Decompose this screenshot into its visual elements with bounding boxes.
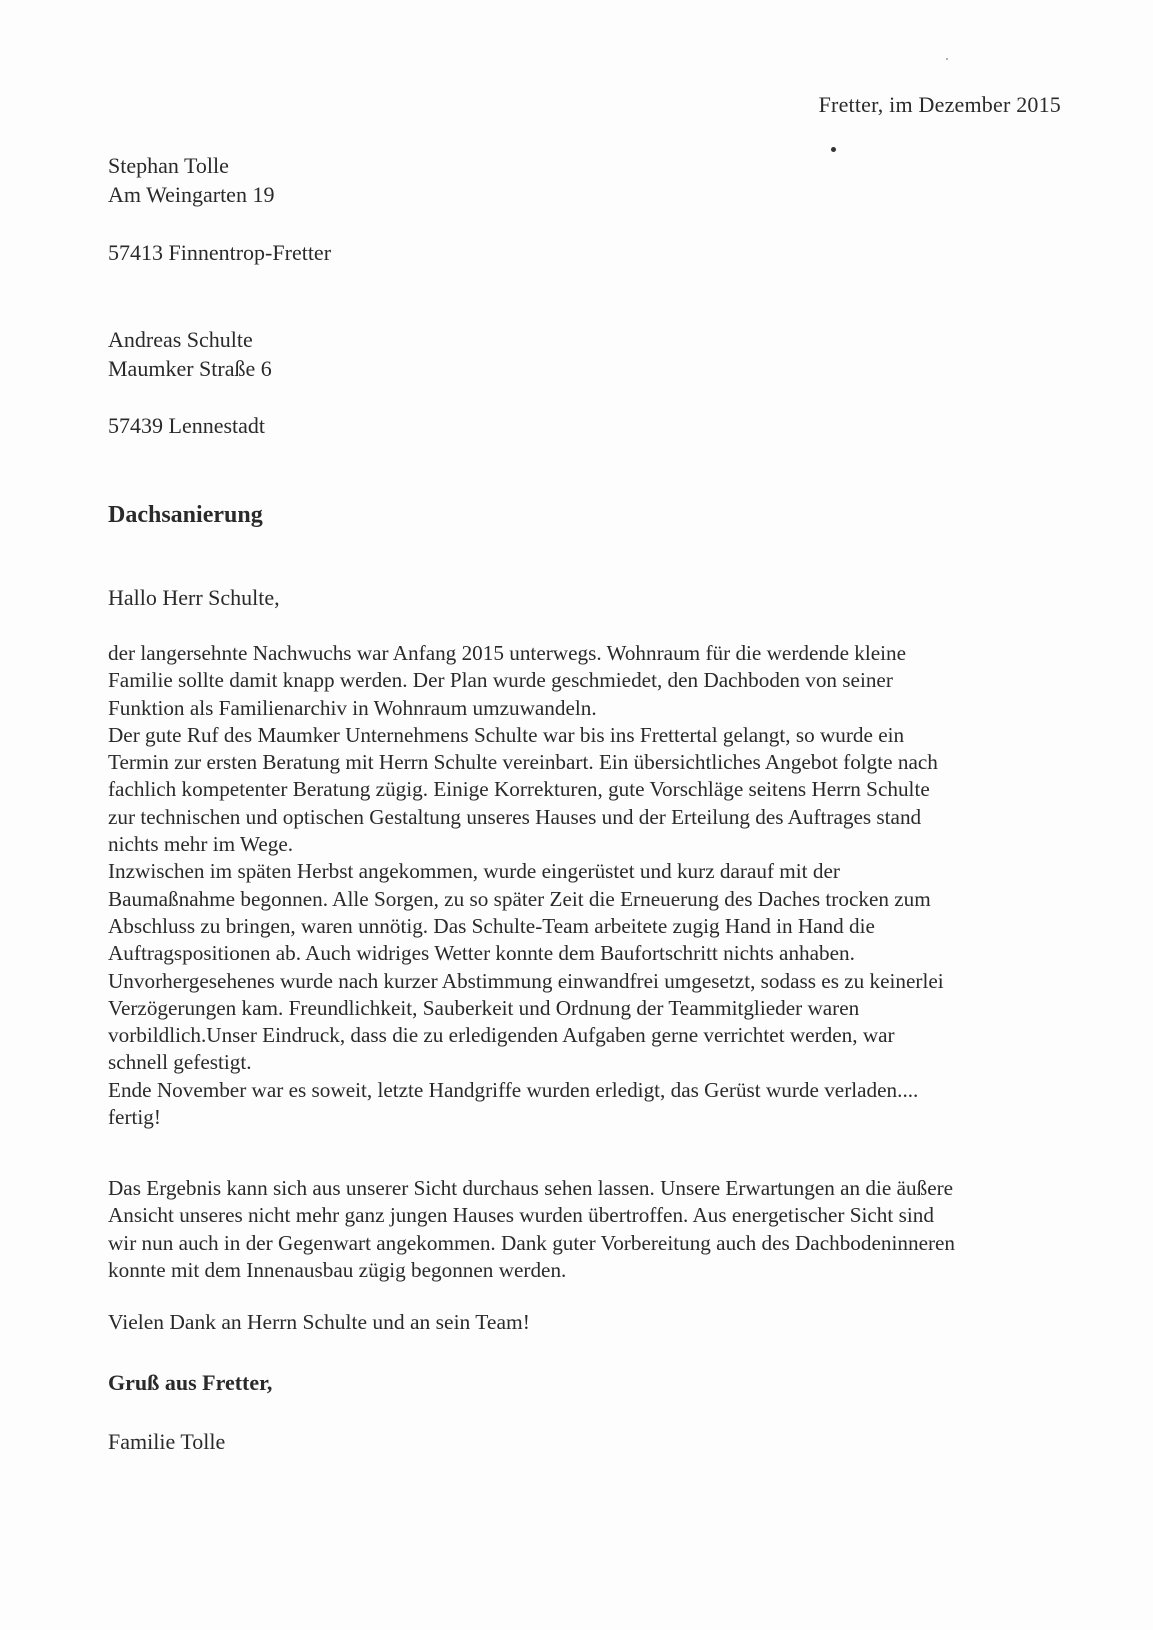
text-line: konnte mit dem Innenausbau zügig begonnen werden. [108,1257,567,1282]
text-line: Inzwischen im späten Herbst angekommen, wurde eingerüstet und kurz darauf mit der [108,859,840,884]
text-line: Verzögerungen kam. Freundlichkeit, Sauberkeit und Ordnung der Teammitglieder waren [108,995,860,1020]
text-line: schnell gefestigt. [108,1050,252,1075]
text-line: zur technischen und optischen Gestaltung unseres Hauses und der Erteilung des Auftrages stand [108,804,922,829]
text-line: Ende November war es soweit, letzte Handgriffe wurden erledigt, das Gerüst wurde verladen.... [108,1077,919,1102]
text-line: Das Ergebnis kann sich aus unserer Sicht durchaus sehen lassen. Unsere Erwartungen an die äußere [108,1176,954,1200]
salutation: Hallo Herr Schulte, [108,585,280,610]
sender-name: Stephan Tolle [108,153,229,178]
thanks-line: Vielen Dank an Herrn Schulte und an sein Team! [108,1310,530,1334]
text-line: Baumaßnahme begonnen. Alle Sorgen, zu so später Zeit die Erneuerung des Daches trocken zum [108,886,931,911]
recipient-name: Andreas Schulte [108,327,253,352]
text-line: fertig! [108,1105,161,1130]
sender-address [108,151,274,209]
letter-subject: Dachsanierung [108,502,263,528]
text-line: vorbildlich.Unser Eindruck, dass die zu erledigenden Aufgaben gerne verrichtet werden, war [108,1023,895,1048]
recipient-address [108,325,272,383]
closing-greeting: Gruß aus Fretter, [108,1370,273,1395]
scan-speck [831,147,836,152]
text-line: nichts mehr im Wege. [108,832,294,857]
text-line: Ansicht unseres nicht mehr ganz jungen Hauses wurden übertroffen. Aus energetischer Sicht sind [108,1203,934,1228]
body-paragraph-2 [108,1175,1068,1284]
text-line: Abschluss zu bringen, waren unnötig. Das Schulte-Team arbeitete zugig Hand in Hand die [108,913,875,938]
letter-date: Fretter, im Dezember 2015 [818,92,1061,117]
scan-speck [946,58,948,60]
text-line: der langersehnte Nachwuchs war Anfang 2015 unterwegs. Wohnraum für die werdende kleine [108,641,907,665]
text-line: Termin zur ersten Beratung mit Herrn Schulte vereinbart. Ein übersichtliches Angebot folgte nach [108,750,938,775]
body-paragraph-1 [108,640,1068,1131]
sender-street: Am Weingarten 19 [108,182,275,207]
text-line: wir nun auch in der Gegenwart angekommen. Dank guter Vorbereitung auch des Dachbodeninneren [108,1230,956,1255]
text-line: Unvorhergesehenes wurde nach kurzer Abstimmung einwandfrei umgesetzt, sodass es zu keinerlei [108,968,944,993]
recipient-street: Maumker Straße 6 [108,356,272,381]
text-line: Funktion als Familienarchiv in Wohnraum umzuwandeln. [108,695,597,720]
text-line: Familie sollte damit knapp werden. Der Plan wurde geschmiedet, den Dachboden von seiner [108,668,893,693]
signature: Familie Tolle [108,1429,226,1454]
sender-city: 57413 Finnentrop-Fretter [108,240,332,265]
text-line: Auftragspositionen ab. Auch widriges Wetter konnte dem Baufortschritt nichts anhaben. [108,941,855,966]
recipient-city: 57439 Lennestadt [108,413,266,438]
text-line: Der gute Ruf des Maumker Unternehmens Schulte war bis ins Frettertal gelangt, so wurde ein [108,722,905,747]
text-line: fachlich kompetenter Beratung zügig. Einige Korrekturen, gute Vorschläge seitens Herrn Schulte [108,777,930,802]
